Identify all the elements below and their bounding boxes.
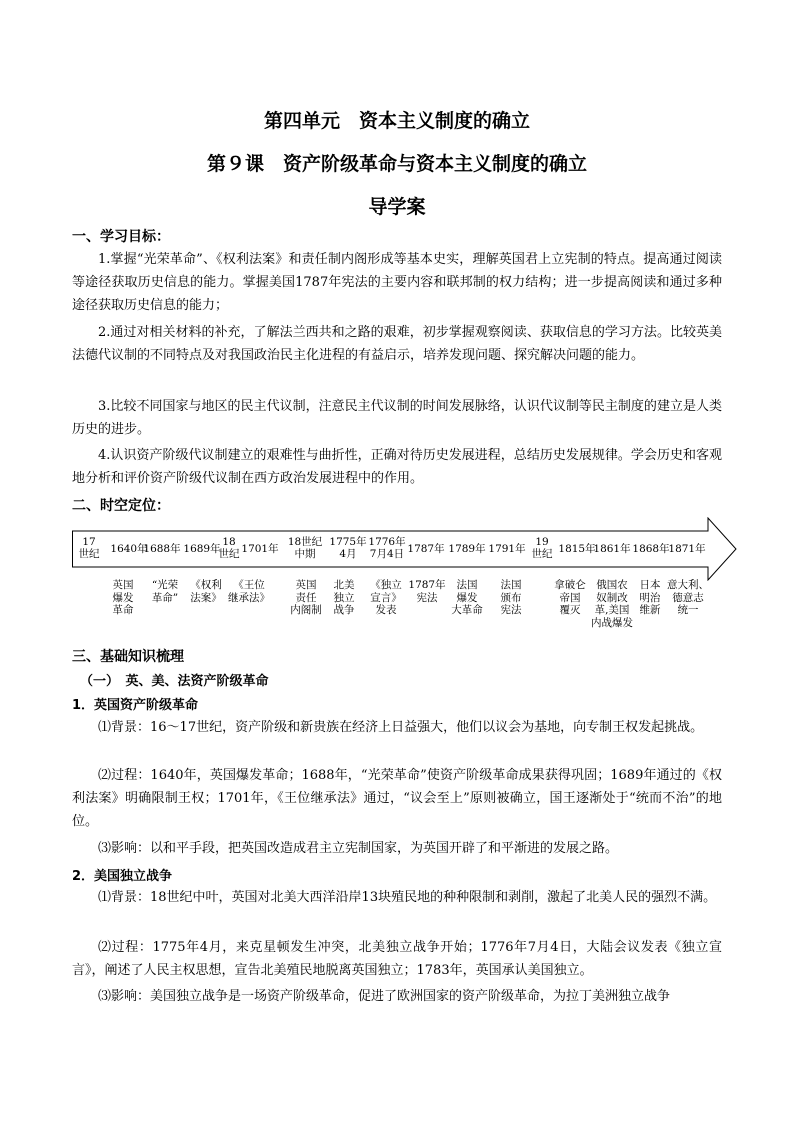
timeline-event-line: 战争	[333, 604, 355, 616]
timeline-year-line: 1787年	[407, 543, 445, 555]
timeline-event-line: 覆灭	[559, 604, 581, 616]
timeline-year-line: 17	[82, 536, 96, 548]
timeline-event	[228, 579, 270, 604]
timeline-event	[370, 579, 402, 617]
timeline-year-line: 世纪	[78, 548, 100, 560]
timeline-event-line: 意大利、	[667, 579, 709, 591]
timeline-event	[113, 579, 134, 617]
objective-2: 2.通过对相关材料的补充，了解法兰西共和之路的艰难，初步掌握观察阅读、获取信息的学习方法。比较英美法德代议制的不同特点及对我国政治民主化进程的有益启示，培养发现问题、探究解决问题的能力。	[72, 325, 722, 363]
timeline-year	[79, 536, 100, 560]
timeline-year	[183, 543, 220, 555]
guide-title: 导学案	[368, 196, 426, 218]
timeline-event-line: 法国	[456, 579, 478, 591]
timeline-year	[407, 543, 444, 555]
timeline-event-line: 帝国	[559, 591, 581, 604]
timeline-event-line: 日本	[639, 579, 661, 591]
timeline-event	[408, 579, 445, 604]
timeline-year-line: 1861年	[593, 543, 631, 555]
timeline-event-line: 发表	[375, 604, 397, 616]
timeline-year	[488, 543, 525, 555]
timeline-year	[632, 543, 669, 555]
timeline-year	[368, 536, 405, 560]
timeline-year-line: 18	[222, 536, 236, 548]
timeline-event-line: “光荣	[151, 579, 179, 591]
timeline-event-line: 革,美国	[594, 604, 630, 616]
timeline-event	[152, 579, 178, 604]
timeline-event-line: 独立	[333, 591, 355, 604]
england-background: ⑴背景：16～17世纪，资产阶级和新贵族在经济上日益强大，他们以议会为基地，向专制王权发起挑战。	[98, 720, 704, 735]
timeline-event-line: 革命	[112, 604, 134, 616]
timeline-event	[334, 579, 355, 617]
timeline-year-line: 1688年	[143, 543, 181, 555]
timeline-event-line: 俄国农	[596, 579, 628, 591]
section-heading-knowledge: 三、基础知识梳理	[72, 649, 184, 665]
timeline-year	[532, 536, 553, 560]
timeline-year-line: 1871年	[668, 543, 706, 555]
timeline-year-line: 7月4日	[369, 548, 405, 560]
section-heading-objectives: 一、学习目标：	[72, 229, 170, 245]
timeline-event-line: 大革命	[451, 604, 483, 616]
timeline-event	[554, 579, 586, 617]
timeline-event-line: 革命”	[151, 591, 179, 604]
timeline-year	[241, 543, 278, 555]
timeline-year-line: 中期	[294, 548, 316, 560]
unit-title: 第四单元 资本主义制度的确立	[263, 110, 530, 132]
timeline-year	[668, 543, 705, 555]
timeline-year-line: 1868年	[632, 543, 670, 555]
timeline-year-line: 世纪	[531, 548, 553, 560]
america-process: ⑵过程：1775年4月，来克星顿发生冲突，北美独立战争开始；1776年7月4日，大陆会议发表《独立宣言》，阐述了人民主权思想，宣告北美殖民地脱离英国独立；1783年，英国承认美国独立。	[72, 940, 722, 978]
timeline-event-line: 宣言》	[370, 591, 402, 604]
timeline-event-line: 明治	[639, 591, 661, 604]
objective-1: 1.掌握“光荣革命”、《权利法案》和责任制内阁形成等基本史实，理解英国君上立宪制的特点。提高通过阅读等途径获取历史信息的能力。掌握美国1787年宪法的主要内容和联邦制的权力结构；进一步提高阅读和通过多种途径获取历史信息的能力；	[72, 252, 722, 313]
timeline-year-line: 19	[535, 536, 549, 548]
objective-3: 3.比较不同国家与地区的民主代议制，注意民主代议制的时间发展脉络，认识代议制等民主制度的建立是人类历史的进步。	[72, 399, 722, 437]
timeline-event	[501, 579, 522, 617]
timeline-event	[451, 579, 483, 617]
timeline-event-line: 《独立	[370, 579, 402, 591]
timeline-event-line: 英国	[295, 579, 317, 591]
timeline-year	[143, 543, 180, 555]
timeline-event-line: 统一	[677, 604, 699, 616]
england-impact: ⑶影响：以和平手段，把英国改造成君主立宪制国家，为英国开辟了和平渐进的发展之路。	[98, 841, 619, 856]
timeline-year-line: 1640年	[110, 543, 148, 555]
timeline-event-line: 德意志	[672, 591, 704, 604]
timeline-year	[219, 536, 240, 560]
timeline-year	[448, 543, 485, 555]
timeline-event	[190, 579, 222, 604]
timeline-year-line: 1775年	[329, 536, 367, 548]
timeline-event-line: 维新	[639, 604, 661, 616]
timeline-event-line: 宪法	[500, 604, 522, 616]
timeline-event-line: 法国	[500, 579, 522, 591]
timeline-year	[288, 536, 322, 560]
timeline-event	[667, 579, 709, 617]
lesson-title: 第９课 资产阶级革命与资本主义制度的确立	[206, 153, 587, 175]
timeline-event-line: 继承法》	[228, 591, 270, 604]
timeline-event-line: 宪法	[416, 591, 438, 604]
timeline-event-line: 颁布	[500, 591, 522, 604]
timeline-year-line: 1815年	[558, 543, 596, 555]
england-process: ⑵过程：1640年，英国爆发革命；1688年，“光荣革命”使资产阶级革命成果获得巩固；1689年通过的《权利法案》明确限制王权；1701年，《王位继承法》通过，“议会至上”原则被确立，国王逐渐处于“统而不治”的地位。	[72, 768, 722, 829]
timeline-event-line: 内战爆发	[591, 616, 633, 629]
timeline-year-line: 1689年	[183, 543, 221, 555]
timeline-event-line: 《权利	[190, 579, 222, 591]
america-impact: ⑶影响：美国独立战争是一场资产阶级革命，促进了欧洲国家的资产阶级革命，为拉丁美洲独立战争	[98, 989, 671, 1004]
timeline-year	[593, 543, 630, 555]
timeline-event-line: 1787年	[408, 579, 446, 591]
timeline-year-line: 1701年	[241, 543, 279, 555]
america-background: ⑴背景：18世纪中叶，英国对北美大西洋沿岸13块殖民地的种种限制和剥削，激起了北美人民的强烈不满。	[98, 890, 717, 905]
timeline-event-line: 内阁制	[290, 604, 322, 616]
timeline-year-line: 1776年	[368, 536, 406, 548]
timeline-event-line: 拿破仑	[554, 579, 586, 591]
objective-4: 4.认识资产阶级代议制建立的艰难性与曲折性，正确对待历史发展进程，总结历史发展规律。学会历史和客观地分析和评价资产阶级代议制在西方政治发展进程中的作用。	[72, 448, 722, 486]
section-heading-timeline: 二、时空定位：	[72, 498, 170, 514]
timeline-event	[290, 579, 322, 617]
timeline-event	[640, 579, 661, 617]
timeline-year	[110, 543, 147, 555]
timeline-year-line: 18世纪	[287, 536, 323, 548]
timeline-year	[329, 536, 366, 560]
timeline-event-line: 《王位	[233, 579, 265, 591]
timeline-event-line: 北美	[333, 579, 355, 591]
timeline-year	[558, 543, 595, 555]
timeline-event-line: 法案》	[190, 591, 222, 604]
timeline-event-line: 爆发	[456, 591, 478, 604]
item-heading-england: 1．英国资产阶级革命	[72, 698, 199, 713]
timeline-event-line: 责任	[295, 591, 317, 604]
timeline-event-line: 爆发	[112, 591, 134, 604]
timeline-year-line: 1789年	[448, 543, 486, 555]
timeline-event-line: 英国	[112, 579, 134, 591]
item-heading-america: 2．美国独立战争	[72, 869, 173, 884]
timeline-year-line: 1791年	[488, 543, 526, 555]
timeline-event	[591, 579, 633, 629]
timeline-year-line: 世纪	[218, 548, 240, 560]
timeline-year-line: 4月	[339, 548, 357, 560]
subsection-heading: （一） 英、美、法资产阶级革命	[80, 674, 269, 689]
timeline-event-line: 奴制改	[596, 591, 628, 604]
timeline	[72, 517, 738, 637]
